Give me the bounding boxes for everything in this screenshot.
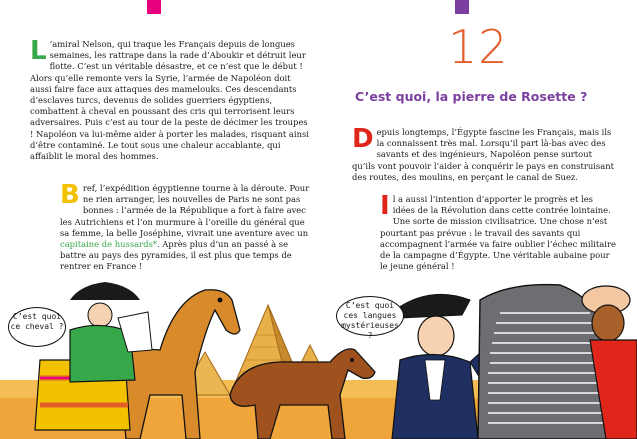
drop-cap: L: [30, 36, 47, 66]
paragraph-text: . Après plus d’un an passé à se battre au pays des pyramides, il est plus que temps de rentrer en France !: [60, 239, 292, 272]
drop-cap: B: [60, 180, 80, 210]
chapter-number: 12: [448, 20, 509, 74]
right-paragraph-1: [352, 124, 616, 183]
left-paragraph-1: [30, 36, 310, 162]
glossary-term: capitaine de hussards*: [60, 239, 157, 250]
paragraph-text: epuis longtemps, l’Égypte fascine les Français, mais ils la connaissent très mal. Lorsqu’il part là-bas avec des savants et des ingénieurs, Napoléon pense surtout qu’ils vont pouvoir l’aider à conquérir le pays en construisant des routes, des moulins, en perçant le canal de Suez.: [352, 127, 614, 182]
speech-bubble-left: C’est quoi ce cheval ?: [8, 307, 66, 347]
drop-cap: D: [352, 124, 374, 154]
paragraph-text: ’amiral Nelson, qui traque les Français depuis de longues semaines, les rattrape dans la rade d’Aboukir et détruit leur flotte. C’est un véritable désastre, et ce n’est que le début ! Alors qu’elle remonte vers la Syrie, l’armée de Napoléon doit aussi faire face aux attaques des mamelouks. Ces descendants d’esclaves turcs, devenus de solides guerriers égyptiens, combattent à cheval en poussant des cris qui terrorisent leurs adversaires. Puis c’est au tour de la peste de décimer les troupes ! Napoléon va lui-même aider à porter les malades, risquant ainsi d’être contaminé. Le tout sous une chaleur accablante, qui affaiblit le moral des hommes.: [30, 39, 309, 162]
paragraph-text: l a aussi l’intention d’apporter le progrès et les idées de la Révolution dans cette contrée lointaine. Une sorte de mission civilisatrice. Une chose n’est pourtant pas prévue : le travail des savants qui accompagnent l’armée va faire oublier l’échec militaire de la campagne d’Égypte. Une véritable aubaine pour le jeune général !: [380, 194, 616, 272]
right-paragraph-2: [380, 191, 616, 272]
left-paragraph-2: [60, 180, 310, 273]
paragraph-text: ref, l’expédition égyptienne tourne à la déroute. Pour ne rien arranger, les nouvelles de Paris ne sont pas bonnes : l’armée de la République a fort à faire avec les Autrichiens et l’on murmure à l’oreille du général que sa femme, la belle Joséphine, vivrait une aventure avec un: [60, 183, 310, 238]
speech-bubble-right: C’est quoi ces langues mystérieuses ?: [336, 296, 404, 336]
drop-cap: I: [380, 191, 390, 221]
chapter-title: C’est quoi, la pierre de Rosette ?: [355, 89, 588, 104]
